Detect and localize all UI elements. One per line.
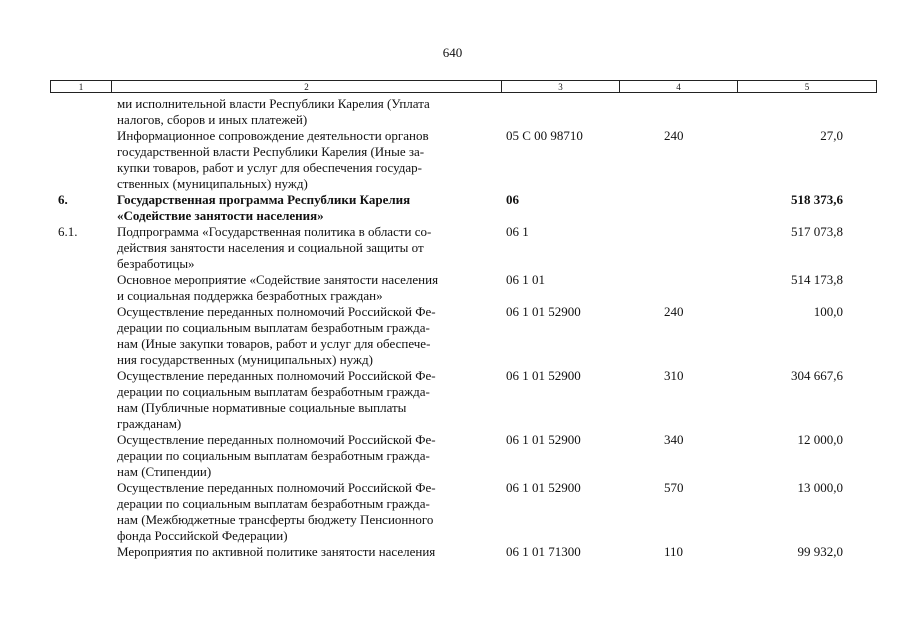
row-code: 06 1 01 52900 xyxy=(506,432,581,447)
row-amount: 13 000,0 xyxy=(797,480,843,495)
page-number: 640 xyxy=(442,45,463,60)
row-number xyxy=(0,544,117,560)
row-expense-type xyxy=(664,192,734,224)
row-name-line: действия занятости населения и социальной защиты от xyxy=(117,240,424,255)
header-col-5: 5 xyxy=(804,82,810,92)
row-name-line: Основное мероприятие «Содействие занятости населения xyxy=(117,272,439,287)
row-name-line: Осуществление переданных полномочий Российской Фе- xyxy=(117,304,436,319)
row-code: 06 1 01 xyxy=(506,272,545,287)
table-row xyxy=(0,272,905,304)
row-name-line: Подпрограмма «Государственная политика в области со- xyxy=(117,224,432,239)
row-amount: 514 173,8 xyxy=(791,272,843,287)
row-number: 6.1. xyxy=(58,224,78,239)
row-name xyxy=(117,544,506,560)
row-name-line: государственной власти Республики Карелия (Иные за- xyxy=(117,144,425,159)
row-number xyxy=(0,128,117,192)
row-code xyxy=(506,96,664,128)
header-col-1: 1 xyxy=(51,81,112,92)
table-row xyxy=(0,128,905,192)
row-expense-type xyxy=(664,272,734,304)
row-expense-type: 340 xyxy=(664,432,684,447)
row-name-line: и социальная поддержка безработных граждан» xyxy=(117,288,383,303)
row-name-line: безработицы» xyxy=(117,256,195,271)
row-code: 06 1 01 52900 xyxy=(506,304,581,319)
row-name-line: ния государственных (муниципальных) нужд) xyxy=(117,352,373,367)
table-row xyxy=(0,368,905,432)
row-name-line: нам (Публичные нормативные социальные выплаты xyxy=(117,400,407,415)
row-number xyxy=(0,96,117,128)
row-name xyxy=(117,304,506,368)
table-row xyxy=(0,480,905,544)
row-name xyxy=(117,224,506,272)
row-expense-type xyxy=(664,224,734,272)
row-name-line: нам (Иные закупки товаров, работ и услуг для обеспече- xyxy=(117,336,431,351)
row-expense-type: 310 xyxy=(664,368,684,383)
row-number xyxy=(0,368,117,432)
row-name-line: купки товаров, работ и услуг для обеспечения государ- xyxy=(117,160,423,175)
row-name xyxy=(117,96,506,128)
row-amount: 304 667,6 xyxy=(791,368,843,383)
row-number xyxy=(0,272,117,304)
row-name-line: налогов, сборов и иных платежей) xyxy=(117,112,308,127)
row-name-line: ми исполнительной власти Республики Карелия (Уплата xyxy=(117,96,430,111)
row-name xyxy=(117,128,506,192)
row-name-line: дерации по социальным выплатам безработным гражда- xyxy=(117,384,430,399)
row-name-line: Осуществление переданных полномочий Российской Фе- xyxy=(117,432,436,447)
row-code: 06 1 01 71300 xyxy=(506,544,581,559)
row-name-line: дерации по социальным выплатам безработным гражда- xyxy=(117,448,430,463)
row-number: 6. xyxy=(58,192,68,207)
row-code: 06 1 01 52900 xyxy=(506,368,581,383)
row-code: 06 xyxy=(506,192,519,207)
header-col-2: 2 xyxy=(112,81,502,92)
table-row xyxy=(0,192,905,224)
row-number xyxy=(0,432,117,480)
row-name-line: ственных (муниципальных) нужд) xyxy=(117,176,308,191)
row-amount: 517 073,8 xyxy=(791,224,843,239)
row-amount: 100,0 xyxy=(813,304,843,319)
row-name xyxy=(117,192,506,224)
row-number xyxy=(0,304,117,368)
table-row xyxy=(0,432,905,480)
row-name-line: Осуществление переданных полномочий Российской Фе- xyxy=(117,480,436,495)
header-col-3: 3 xyxy=(502,81,620,92)
row-expense-type: 240 xyxy=(664,304,684,319)
row-name-line: нам (Межбюджетные трансферты бюджету Пенсионного xyxy=(117,512,434,527)
row-expense-type: 110 xyxy=(664,544,684,559)
row-name-line: гражданам) xyxy=(117,416,182,431)
row-name-line: Государственная программа Республики Карелия xyxy=(117,192,411,207)
table-row xyxy=(0,96,905,128)
row-code: 05 С 00 98710 xyxy=(506,128,583,143)
row-name-line: «Содействие занятости населения» xyxy=(117,208,324,223)
row-name xyxy=(117,480,506,544)
row-name-line: нам (Стипендии) xyxy=(117,464,212,479)
table-row xyxy=(0,304,905,368)
header-col-4: 4 xyxy=(620,81,738,92)
row-name-line: Информационное сопровождение деятельности органов xyxy=(117,128,429,143)
row-code: 06 1 xyxy=(506,224,529,239)
row-name xyxy=(117,368,506,432)
row-expense-type xyxy=(664,96,734,128)
row-amount: 12 000,0 xyxy=(797,432,843,447)
row-expense-type: 240 xyxy=(664,128,684,143)
row-name-line: Осуществление переданных полномочий Российской Фе- xyxy=(117,368,436,383)
row-name-line: дерации по социальным выплатам безработным гражда- xyxy=(117,496,430,511)
table-body xyxy=(0,96,905,560)
row-name xyxy=(117,432,506,480)
row-code: 06 1 01 52900 xyxy=(506,480,581,495)
row-amount: 518 373,6 xyxy=(791,192,843,207)
row-amount: 99 932,0 xyxy=(797,544,843,559)
row-number xyxy=(0,480,117,544)
row-name-line: Мероприятия по активной политике занятости населения xyxy=(117,544,436,559)
row-name xyxy=(117,272,506,304)
row-amount: 27,0 xyxy=(820,128,843,143)
table-header xyxy=(50,80,877,93)
row-expense-type: 570 xyxy=(664,480,684,495)
table-row xyxy=(0,544,905,560)
row-name-line: дерации по социальным выплатам безработным гражда- xyxy=(117,320,430,335)
row-amount xyxy=(734,96,843,128)
table-row xyxy=(0,224,905,272)
row-name-line: фонда Российской Федерации) xyxy=(117,528,288,543)
